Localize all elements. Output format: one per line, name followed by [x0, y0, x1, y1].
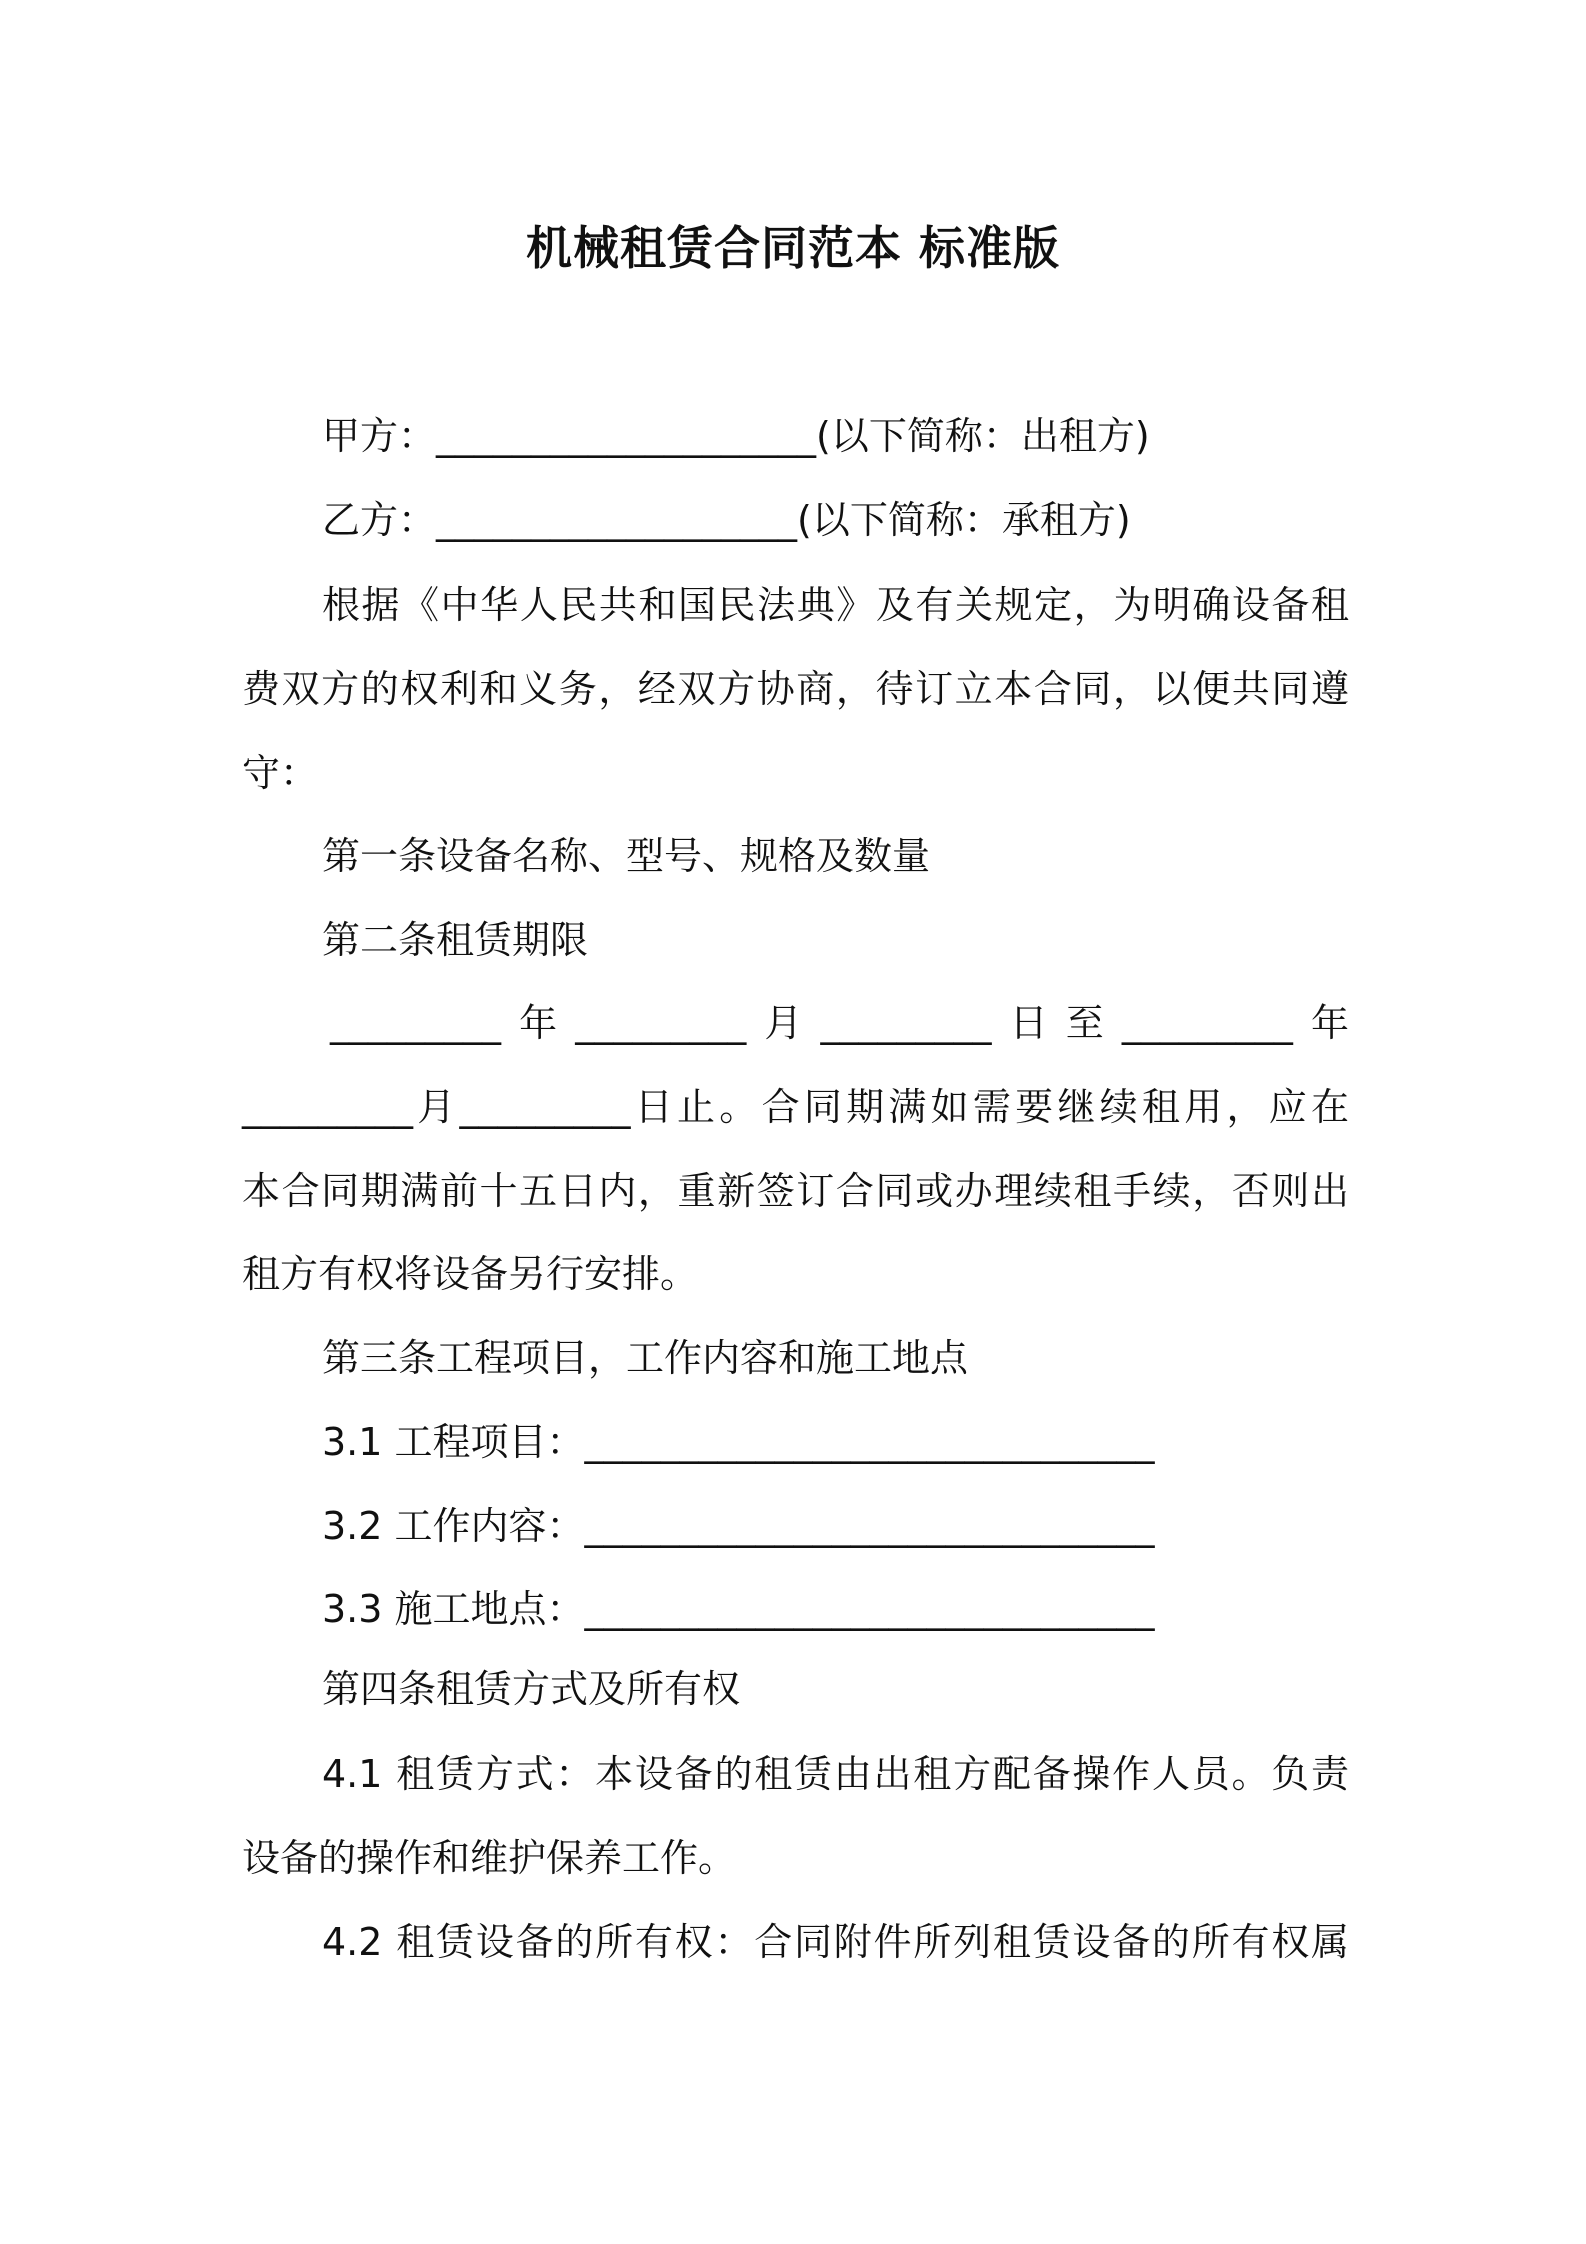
preamble-line-2: 费双方的权利和义务，经双方协商，待订立本合同，以便共同遵 — [242, 667, 1349, 711]
preamble-line-3: 守： — [242, 751, 319, 795]
site-line: 3.3 施工地点：______________________________ — [322, 1587, 1155, 1631]
lease-term-line-3: 本合同期满前十五日内，重新签订合同或办理续租手续，否则出 — [242, 1169, 1349, 1213]
project-line: 3.1 工程项目：______________________________ — [322, 1420, 1155, 1464]
ownership-line: 4.2 租赁设备的所有权：合同附件所列租赁设备的所有权属 — [322, 1920, 1349, 1964]
work-content-line: 3.2 工作内容：______________________________ — [322, 1504, 1155, 1548]
article-4-heading: 第四条租赁方式及所有权 — [322, 1667, 741, 1711]
article-3-heading: 第三条工程项目，工作内容和施工地点 — [322, 1336, 969, 1380]
document-title: 机械租赁合同范本 标准版 — [525, 221, 1060, 275]
preamble-line-1: 根据《中华人民共和国民法典》及有关规定，为明确设备租 — [322, 583, 1349, 627]
lease-method-line-1: 4.1 租赁方式：本设备的租赁由出租方配备操作人员。负责 — [322, 1752, 1349, 1796]
party-b-line: 乙方：___________________(以下简称：承租方) — [322, 498, 1131, 542]
article-2-heading: 第二条租赁期限 — [322, 918, 589, 962]
lease-term-line-4: 租方有权将设备另行安排。 — [242, 1252, 699, 1296]
lease-method-line-2: 设备的操作和维护保养工作。 — [242, 1836, 737, 1880]
lease-term-line-2: _________月_________日止。合同期满如需要继续租用，应在 — [242, 1085, 1349, 1129]
article-1-heading: 第一条设备名称、型号、规格及数量 — [322, 834, 931, 878]
party-a-line: 甲方：____________________(以下简称：出租方) — [322, 414, 1150, 458]
lease-term-line-1: _________年_________月_________日至_________年 — [330, 1001, 1349, 1045]
